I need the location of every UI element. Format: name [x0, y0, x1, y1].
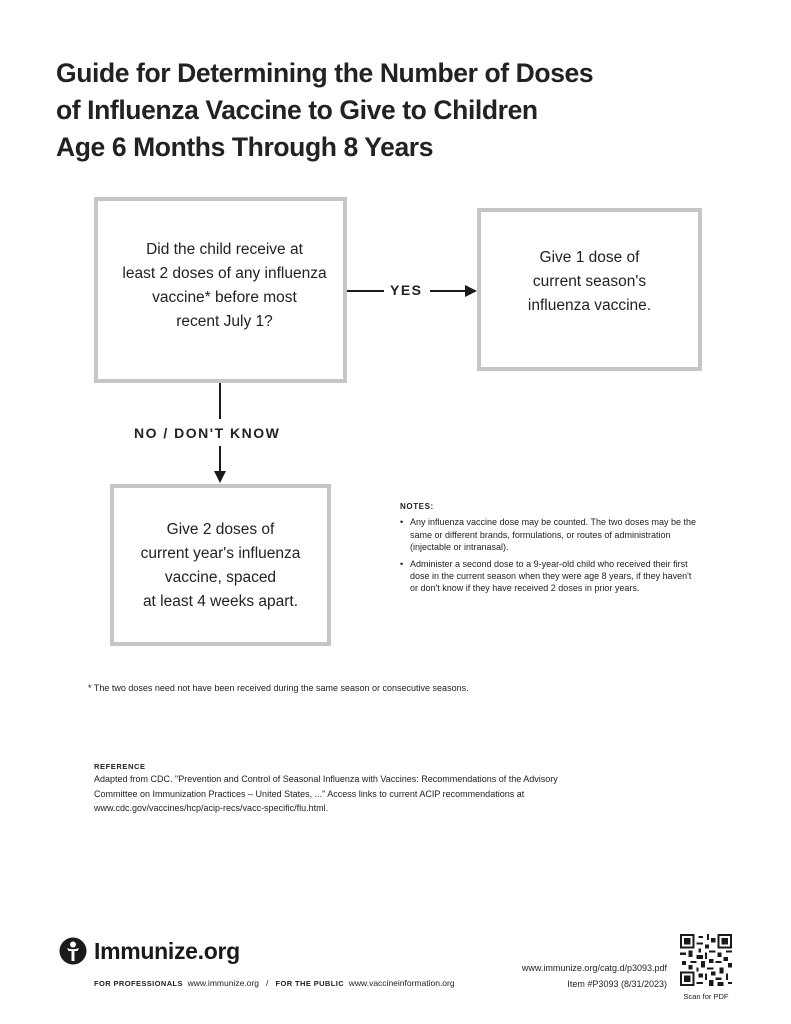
no-result-line-1: Give 2 doses of: [166, 521, 275, 538]
yes-result-line-2: current season's: [532, 272, 647, 290]
logo-text: Immunize.org: [94, 937, 240, 964]
no-result-line-2: current year's influenza: [140, 545, 301, 562]
page-title: [56, 55, 696, 166]
item-number: Item #P3093 (8/31/2023): [567, 979, 667, 989]
yes-result-box: [477, 208, 702, 371]
notes-heading: NOTES:: [400, 502, 434, 511]
reference-line-3[interactable]: www.cdc.gov/vaccines/hcp/acip-recs/vacc-specific/flu.html.: [94, 803, 329, 813]
footer-links: [94, 978, 455, 988]
yes-result-line-3: influenza vaccine.: [527, 296, 652, 314]
no-result-box: [110, 484, 331, 646]
public-link[interactable]: www.vaccineinformation.org: [348, 978, 455, 988]
question-line-4: recent July 1?: [176, 313, 273, 330]
notes-list: [400, 516, 700, 594]
no-result-line-3: vaccine, spaced: [164, 569, 277, 586]
note-item: • Administer a second dose to a 9-year-old child who received their first dose in the current season when they were age 8 years, if they haven't or don't know if they have received 2 doses in prior years.: [400, 558, 700, 595]
immunize-logo-icon: [58, 936, 88, 966]
notes: [400, 501, 700, 599]
note-item: • Any influenza vaccine dose may be counted. The two doses may be the same or different brands, formulations, or routes of administration (injectable or intranasal).: [400, 516, 700, 553]
title-line-2: of Influenza Vaccine to Give to Children: [56, 95, 538, 125]
reference-line-1: Adapted from CDC. "Prevention and Control of Seasonal Influenza with Vaccines: Recommendations of the Advisory: [94, 774, 558, 784]
no-connector-line-top: [219, 383, 221, 419]
yes-connector-line-left: [347, 290, 384, 292]
question-text: [122, 238, 326, 334]
reference: [94, 762, 694, 816]
no-arrowhead: [214, 471, 226, 483]
question-line-1: Did the child receive at: [146, 241, 303, 258]
scan-for-pdf-label: Scan for PDF: [683, 992, 729, 1001]
question-line-2: least 2 doses of any influenza: [122, 265, 327, 282]
yes-result-text: [528, 246, 651, 318]
reference-heading: REFERENCE: [94, 762, 146, 771]
footnote: * The two doses need not have been received during the same season or consecutive seasons.: [88, 683, 469, 693]
qr-code-icon[interactable]: [680, 934, 732, 986]
public-label: FOR THE PUBLIC: [275, 979, 345, 988]
professionals-label: FOR PROFESSIONALS: [94, 979, 183, 988]
yes-result-line-1: Give 1 dose of: [539, 248, 640, 266]
no-dont-know-label: NO / DON'T KNOW: [134, 425, 281, 441]
no-result-line-4: at least 4 weeks apart.: [142, 593, 299, 610]
immunize-logo[interactable]: [58, 936, 240, 966]
title-line-3: Age 6 Months Through 8 Years: [56, 132, 434, 162]
question-line-3: vaccine* before most: [152, 289, 297, 306]
no-connector-line-bottom: [219, 446, 221, 472]
item-info: [522, 960, 667, 992]
reference-line-2: Committee on Immunization Practices – United States, ..." Access links to current ACIP recommendations at: [94, 788, 525, 799]
no-result-text: [141, 518, 301, 614]
yes-connector-line-right: [430, 290, 465, 292]
question-box: [94, 197, 347, 383]
yes-arrowhead: [465, 285, 477, 297]
professionals-link[interactable]: www.immunize.org: [187, 978, 259, 988]
title-line-1: Guide for Determining the Number of Doses: [56, 58, 594, 88]
yes-label: YES: [390, 282, 423, 298]
footer-separator: /: [266, 978, 269, 988]
pdf-link[interactable]: www.immunize.org/catg.d/p3093.pdf: [521, 963, 667, 973]
